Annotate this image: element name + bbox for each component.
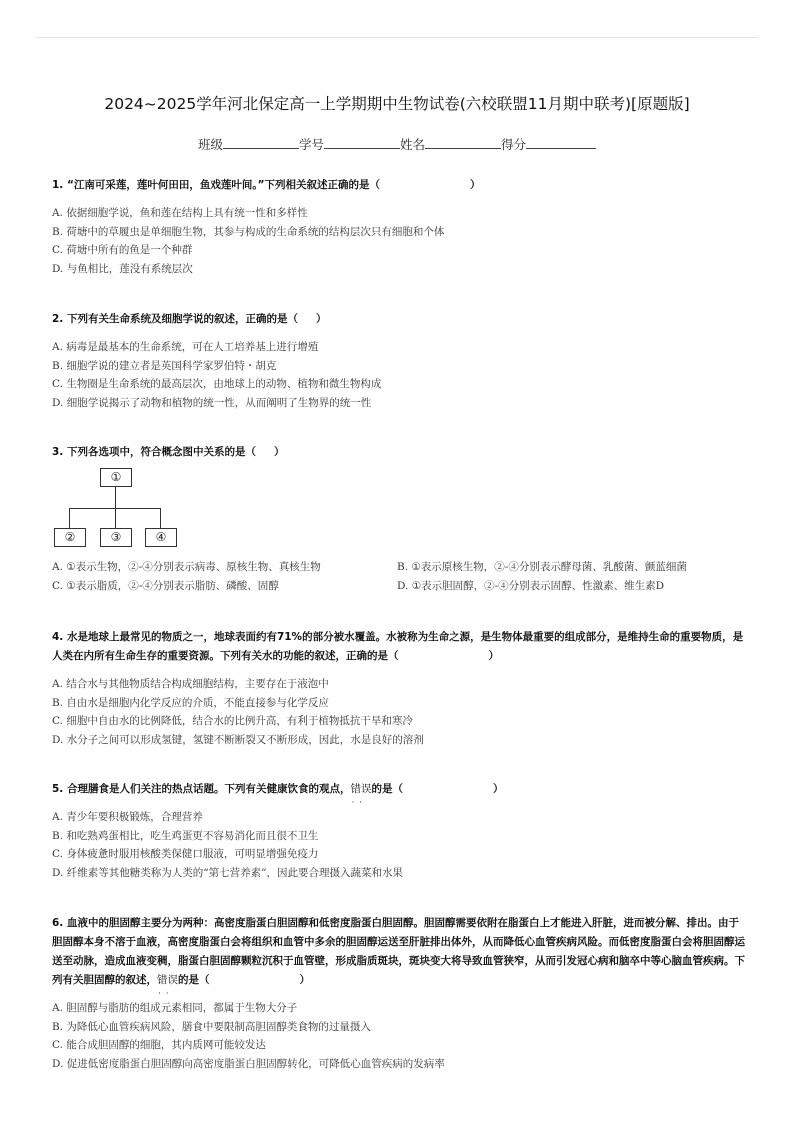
question-stem: 4. 水是地球上最常见的物质之一，地球表面约有71%的部分被水覆盖。水被称为生命之源，是生物体最重要的组成部分，是维持生命的重要物质，是人类在内所有生命生存的重要资源。下列有关水的功能的叙述，正确的是（ ） bbox=[52, 631, 744, 662]
option-b[interactable]: B. 和吃熟鸡蛋相比，吃生鸡蛋更不容易消化而且很不卫生 bbox=[52, 829, 319, 842]
option-b[interactable]: B. 为降低心血管疾病风险，膳食中要限制高胆固醇类食物的过量摄入 bbox=[52, 1020, 371, 1033]
question-1 bbox=[52, 176, 748, 278]
option-a[interactable]: A. 胆固醇与脂肪的组成元素相同，都属于生物大分子 bbox=[52, 1002, 298, 1014]
diagram-connector bbox=[115, 508, 116, 528]
option-c[interactable]: C. 生物圈是生命系统的最高层次，由地球上的动物、植物和微生物构成 bbox=[52, 378, 382, 390]
question-stem: 1. “江南可采莲，莲叶何田田，鱼戏莲叶间。”下列相关叙述正确的是（ ） bbox=[52, 179, 481, 191]
question-stem: 3. 下列各选项中，符合概念图中关系的是（ ） bbox=[52, 446, 285, 458]
question-stem: 2. 下列有关生命系统及细胞学说的叙述，正确的是（ ） bbox=[52, 313, 327, 325]
class-label: 班级 bbox=[197, 137, 223, 152]
option-b[interactable]: B. 细胞学说的建立者是英国科学家罗伯特・胡克 bbox=[52, 359, 277, 372]
score-label: 得分 bbox=[501, 137, 527, 152]
option-d[interactable]: D. 与鱼相比，莲没有系统层次 bbox=[52, 262, 193, 275]
concept-diagram bbox=[52, 467, 192, 552]
diagram-node-3: ③ bbox=[100, 528, 132, 547]
option-b[interactable]: B. 荷塘中的草履虫是单细胞生物，其参与构成的生命系统的结构层次只有细胞和个体 bbox=[52, 225, 445, 238]
option-b[interactable]: B. 自由水是细胞内化学反应的介质，不能直接参与化学反应 bbox=[52, 696, 329, 709]
student-id-blank[interactable] bbox=[324, 136, 400, 149]
question-6 bbox=[52, 914, 748, 1073]
option-c[interactable]: C. 能合成胆固醇的细胞，其内质网可能较发达 bbox=[52, 1039, 266, 1051]
option-b[interactable]: B. ①表示原核生物，②-④分别表示酵母菌、乳酸菌、颤蓝细菌 bbox=[397, 561, 687, 573]
option-c[interactable]: C. 细胞中自由水的比例降低，结合水的比例升高，有利于植物抵抗干旱和寒冷 bbox=[52, 715, 413, 727]
diagram-node-1: ① bbox=[100, 468, 132, 487]
diagram-connector bbox=[160, 508, 161, 528]
diagram-connector bbox=[69, 508, 70, 528]
student-id-label: 学号 bbox=[298, 137, 324, 152]
question-3 bbox=[52, 443, 748, 462]
option-a[interactable]: A. 病毒是最基本的生命系统，可在人工培养基上进行增殖 bbox=[52, 341, 319, 353]
option-d[interactable]: D. 细胞学说揭示了动物和植物的统一性，从而阐明了生物界的统一性 bbox=[52, 396, 372, 409]
page-title: 2024~2025学年河北保定高一上学期期中生物试卷(六校联盟11月期中联考)[原题版] bbox=[104, 95, 690, 113]
score-blank[interactable] bbox=[526, 136, 596, 149]
question-stem: 5. 合理膳食是人们关注的热点话题。下列有关健康饮食的观点，错误 · ·的是（ ） bbox=[52, 780, 748, 799]
question-2 bbox=[52, 310, 748, 412]
diagram-node-4: ④ bbox=[145, 528, 177, 547]
option-a[interactable]: A. ①表示生物，②-④分别表示病毒、原核生物、真核生物 bbox=[52, 561, 321, 573]
option-d[interactable]: D. ①表示胆固醇，②-④分别表示固醇、性激素、维生素D bbox=[397, 579, 665, 592]
diagram-connector bbox=[115, 487, 116, 508]
emphasis-error: 错误 · · bbox=[157, 974, 178, 986]
option-c[interactable]: C. ①表示脂质，②-④分别表示脂肪、磷酸、固醇 bbox=[52, 579, 279, 592]
student-info-line bbox=[0, 135, 794, 153]
emphasis-error: 错误 · · bbox=[350, 783, 371, 795]
option-c[interactable]: C. 荷塘中所有的鱼是一个种群 bbox=[52, 244, 193, 256]
option-a[interactable]: A. 结合水与其他物质结合构成细胞结构，主要存在于液泡中 bbox=[52, 678, 329, 690]
class-blank[interactable] bbox=[223, 136, 299, 149]
option-a[interactable]: A. 青少年要积极锻炼，合理营养 bbox=[52, 811, 203, 823]
header-divider bbox=[36, 37, 758, 38]
option-d[interactable]: D. 促进低密度脂蛋白胆固醇向高密度脂蛋白胆固醇转化，可降低心血管疾病的发病率 bbox=[52, 1057, 445, 1070]
name-label: 姓名 bbox=[400, 137, 426, 152]
option-d[interactable]: D. 纤维素等其他糖类称为人类的“第七营养素”，因此要合理摄入蔬菜和水果 bbox=[52, 866, 403, 879]
option-a[interactable]: A. 依据细胞学说，鱼和莲在结构上具有统一性和多样性 bbox=[52, 207, 308, 219]
question-5 bbox=[52, 780, 748, 882]
question-4 bbox=[52, 628, 748, 749]
option-d[interactable]: D. 水分子之间可以形成氢键，氢键不断断裂又不断形成，因此，水是良好的溶剂 bbox=[52, 733, 424, 746]
diagram-node-2: ② bbox=[54, 528, 86, 547]
question-stem: 6. 血液中的胆固醇主要分为两种：高密度脂蛋白胆固醇和低密度脂蛋白胆固醇。胆固醇需要依附在脂蛋白上才能进入肝脏，进而被分解、排出。由于胆固醇本身不溶于血液，高密度脂蛋白会将组织和血管中多余的胆固醇运送至肝脏排出体外，从而降低心血管疾病风险。而低密度脂蛋白会将胆固醇运送至动脉，造成血液变稠，脂蛋白胆固醇颗粒沉积于血管壁，形成脂质斑块，斑块变大将导致血管狭窄，从而引发冠心病和脑卒中等心脑血管疾病。下列有关胆固醇的叙述，错误 · ·的是（ ） bbox=[52, 914, 748, 990]
name-blank[interactable] bbox=[425, 136, 501, 149]
question-3-options bbox=[52, 558, 748, 595]
option-c[interactable]: C. 身体疲惫时服用核酸类保健口服液，可明显增强免疫力 bbox=[52, 848, 319, 860]
